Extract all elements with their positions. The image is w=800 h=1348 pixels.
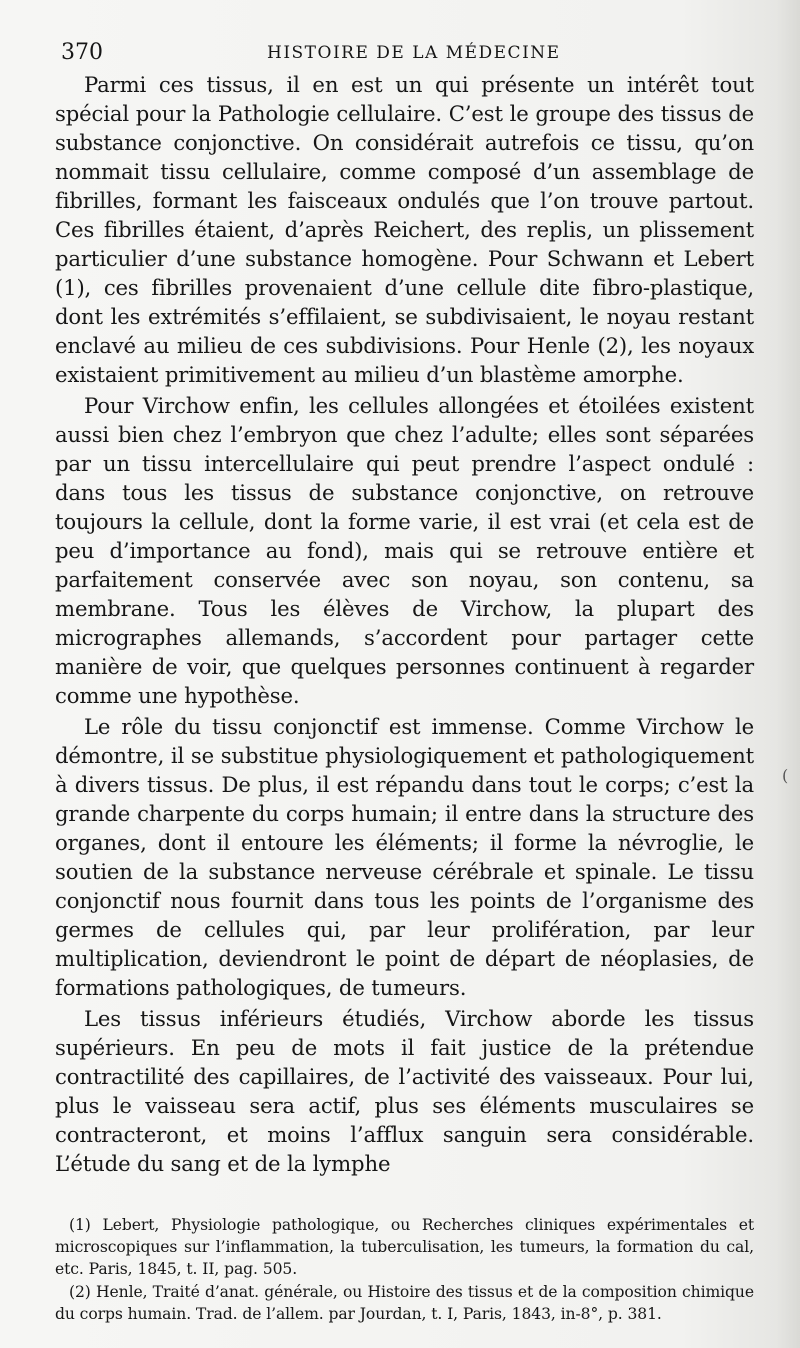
paragraph-tissus-superieurs: Les tissus inférieurs étudiés, Virchow aborde les tissus supérieurs. En peu de mots il fait justice de la prétendue contractilité des capillaires, de l’activité des vaisseaux. Pour lui, plus le vaisseau sera actif, plus ses éléments musculaires se contracteront, et moins l’afflux sanguin sera considérable. L’étude du sang et de la lymphe [55,1006,754,1176]
margin-mark: ( [782,766,789,785]
page-number: 370 [61,40,103,65]
paragraph-role-tissu: Le rôle du tissu conjonctif est immense. Comme Virchow le démontre, il se substitue physiologiquement et pathologiquement à divers tissus. De plus, il est répandu dans tout le corps; c’est la grande charpente du corps humain; il entre dans la structure des organes, dont il entoure les éléments; il forme la névroglie, le soutien de la substance nerveuse cérébrale et spinale. Le tissu conjonctif nous fournit dans tous les points de l’organisme des germes de cellules qui, par leur prolifération, par leur multiplication, deviendront le point de départ de néoplasies, de formations pathologiques, de tumeurs. [55,714,754,1000]
footnote-1: (1) Lebert, Physiologie pathologique, ou Recherches cliniques expérimentales et microscopiques sur l’inflammation, la tuberculisation, les tumeurs, la formation du cal, etc. Paris, 1845, t. II, pag. 505. [55,1216,754,1278]
paragraph-virchow-cellules: Pour Virchow enfin, les cellules allongées et étoilées existent aussi bien chez l’embryon que chez l’adulte; elles sont séparées par un tissu intercellulaire qui peut prendre l’aspect ondulé : dans tous les tissus de substance conjonctive, on retrouve toujours la cellule, dont la forme varie, il est vrai (et cela est de peu d’importance au fond), mais qui se retrouve entière et parfaitement conservée avec son noyau, son contenu, sa membrane. Tous les élèves de Virchow, la plupart des micrographes allemands, s’accordent pour partager cette manière de voir, que quelques personnes continuent à regarder comme une hypothèse. [55,393,754,708]
running-title: HISTOIRE DE LA MÉDECINE [267,43,561,63]
running-head [55,36,754,70]
paragraph-tissu-conjonctif: Parmi ces tissus, il en est un qui présente un intérêt tout spécial pour la Pathologie cellulaire. C’est le groupe des tissus de substance conjonctive. On considérait autrefois ce tissu, qu’on nommait tissu cellulaire, comme composé d’un assemblage de fibrilles, formant les faisceaux ondulés que l’on trouve partout. Ces fibrilles étaient, d’après Reichert, des replis, un plissement particulier d’une substance homogène. Pour Schwann et Lebert (1), ces fibrilles provenaient d’une cellule dite fibro-plastique, dont les extrémités s’effilaient, se subdivisaient, le noyau restant enclavé au milieu de ces subdivisions. Pour Henle (2), les noyaux existaient primitivement au milieu d’un blastème amorphe. [55,72,754,387]
footnote-2: (2) Henle, Traité d’anat. générale, ou Histoire des tissus et de la composition chimique du corps humain. Trad. de l’allem. par Jourdan, t. I, Paris, 1843, in-8°, p. 381. [55,1283,754,1323]
footnotes [55,1214,754,1325]
body-text [55,70,754,1178]
